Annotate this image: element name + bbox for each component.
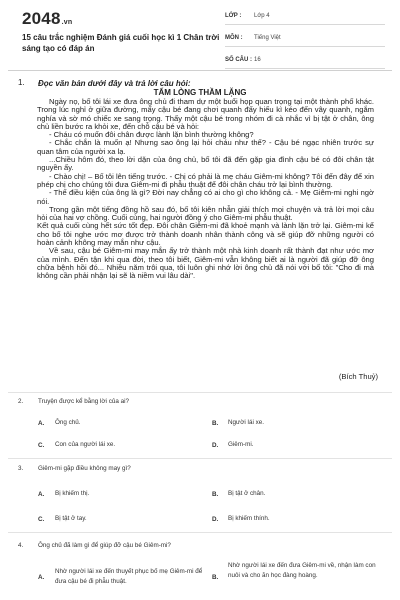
passage-paragraph: Trong gần một tiếng đồng hồ sau đó, bố tôi kiên nhẫn giải thích mọi chuyện và trả lời mọi câu hỏi của hai vợ chồng. Cuối cùng, hai người đồng ý cho Giêm-mi phẫu thuật. [37,204,374,223]
option-a[interactable]: Ông chủ. [55,419,81,426]
option-letter: B. [212,420,219,427]
meta-row-subject [225,31,385,47]
passage-paragraph: Ngày nọ, bố tôi lái xe đưa ông chủ đi tham dự một buổi họp quan trọng tại một thành phố khác. Trong lúc nghỉ ở giữa đường, mấy cậu bé đang chơi quanh đấy hiếu kì kéo đến vây quanh, ngắm nghía và sờ mó chiếc xe sang trọng. Thấy một cậu bé trong nhóm đi cà nhắc vì bị tật ở chân, ông chủ liền bước ra khỏi xe, đến chỗ cậu bé và hỏi: [37,97,374,131]
option-letter: C. [38,516,45,523]
passage-paragraph: - Chắc chắn là muốn ạ! Nhưng sao ông lại hỏi cháu như thế? - Cậu bé ngạc nhiên trước sự quan tâm của người xa lạ. [37,138,374,156]
meta-key: LỚP : [225,13,242,19]
option-letter: B. [212,491,219,498]
meta-value: Tiếng Việt [254,35,281,41]
document-meta [225,9,385,75]
passage-paragraph: Kết quả cuối cùng hết sức tốt đẹp. Đôi chân Giêm-mi đã khoẻ mạnh và lành lặn trở lại. Giêm-mi kể cho bố tôi nghe ước mơ được trở thành doanh nhân thành công và sẽ giúp đỡ những người có hoàn cảnh không may mắn như cậu. [37,221,374,248]
meta-value: 16 [254,57,261,63]
site-logo[interactable]: 2048.vn [22,9,73,28]
question-text: Ông chủ đã làm gì để giúp đỡ cậu bé Giêm-mi? [38,542,171,549]
option-letter: A. [38,420,45,427]
question-text: Truyện được kể bằng lời của ai? [38,398,129,405]
passage-paragraph: Về sau, cậu bé Giêm-mi may mắn ấy trở thành một nhà kinh doanh rất thành đạt như ước mơ của mình. Đến tận khi qua đời, theo tôi biết, Giêm-mi vẫn không biết ai là người đã giúp đỡ ông chữa bệnh hồi đó... Nhiều năm trôi qua, tôi luôn ghi nhớ lời ông chủ đã nói với bố tôi: "Cho đi mà không cần phải nhận lại sẽ là niềm vui lâu dài". [37,246,374,281]
reading-passage [37,98,374,281]
question-number: 4. [18,542,24,549]
option-b[interactable]: Nhờ người lái xe đến đưa Giêm-mi về, nhận làm con nuôi và cho ăn học đàng hoàng. [228,562,376,579]
option-b[interactable]: Người lái xe. [228,419,264,426]
document-title: 15 câu trắc nghiệm Đánh giá cuối học kì 1 Chân trời sáng tạo có đáp án [22,33,220,53]
option-c[interactable]: Con của người lái xe. [55,441,116,448]
meta-row-class [225,9,385,25]
option-letter: D. [212,442,219,449]
option-a[interactable]: Nhờ người lái xe đến thuyết phục bố mẹ Giêm-mi để đưa cậu bé đi phẫu thuật. [55,568,203,585]
header-divider [8,70,392,71]
passage-paragraph: - Chào chị! – Bố tôi lên tiếng trước. - Chị có phải là mẹ cháu Giêm-mi không? Tôi đến đây để xin phép chị cho chúng tôi đưa Giêm-mi đi phẫu thuật để đôi chân cháu trở lại bình thường. [37,171,374,189]
option-d[interactable]: Giêm-mi. [228,441,254,448]
question-number: 2. [18,398,24,405]
passage-paragraph: - Thế điều kiện của ông là gì? Đời nay chẳng có ai cho gì cho không cả. - Mẹ Giêm-mi nghi ngờ nói. [37,188,374,206]
option-letter: A. [38,491,45,498]
option-letter: A. [38,574,45,581]
meta-row-count [225,53,385,69]
question-divider [8,392,392,393]
option-c[interactable]: Bị tật ở tay. [55,515,87,522]
option-b[interactable]: Bị tật ở chân. [228,490,266,497]
passage-title: TẤM LÒNG THẦM LẶNG [153,88,247,97]
passage-paragraph: ...Chiều hôm đó, theo lời dặn của ông chủ, bố tôi đã đến gặp gia đình cậu bé có đôi chân tật nguyền ấy. [37,155,374,173]
option-letter: C. [38,442,45,449]
option-letter: B. [212,574,219,581]
question-text: Giêm-mi gặp điều không may gì? [38,465,131,472]
question-divider [8,532,392,533]
question-number: 3. [18,465,24,472]
meta-value: Lớp 4 [254,13,270,19]
passage-paragraph: - Cháu có muốn đôi chân được lành lặn bình thường không? [49,130,254,140]
option-letter: D. [212,516,219,523]
document-header [0,0,400,62]
meta-key: MÔN : [225,35,243,41]
question-divider [8,458,392,459]
question-prompt: Đọc văn bản dưới đây và trả lời câu hỏi: [38,79,191,88]
option-d[interactable]: Bị khiếm thính. [228,515,270,522]
meta-key: SỐ CÂU : [225,57,252,63]
question-number: 1. [18,78,25,87]
option-a[interactable]: Bị khiếm thị. [55,490,90,497]
passage-author: (Bích Thuỷ) [338,372,378,381]
